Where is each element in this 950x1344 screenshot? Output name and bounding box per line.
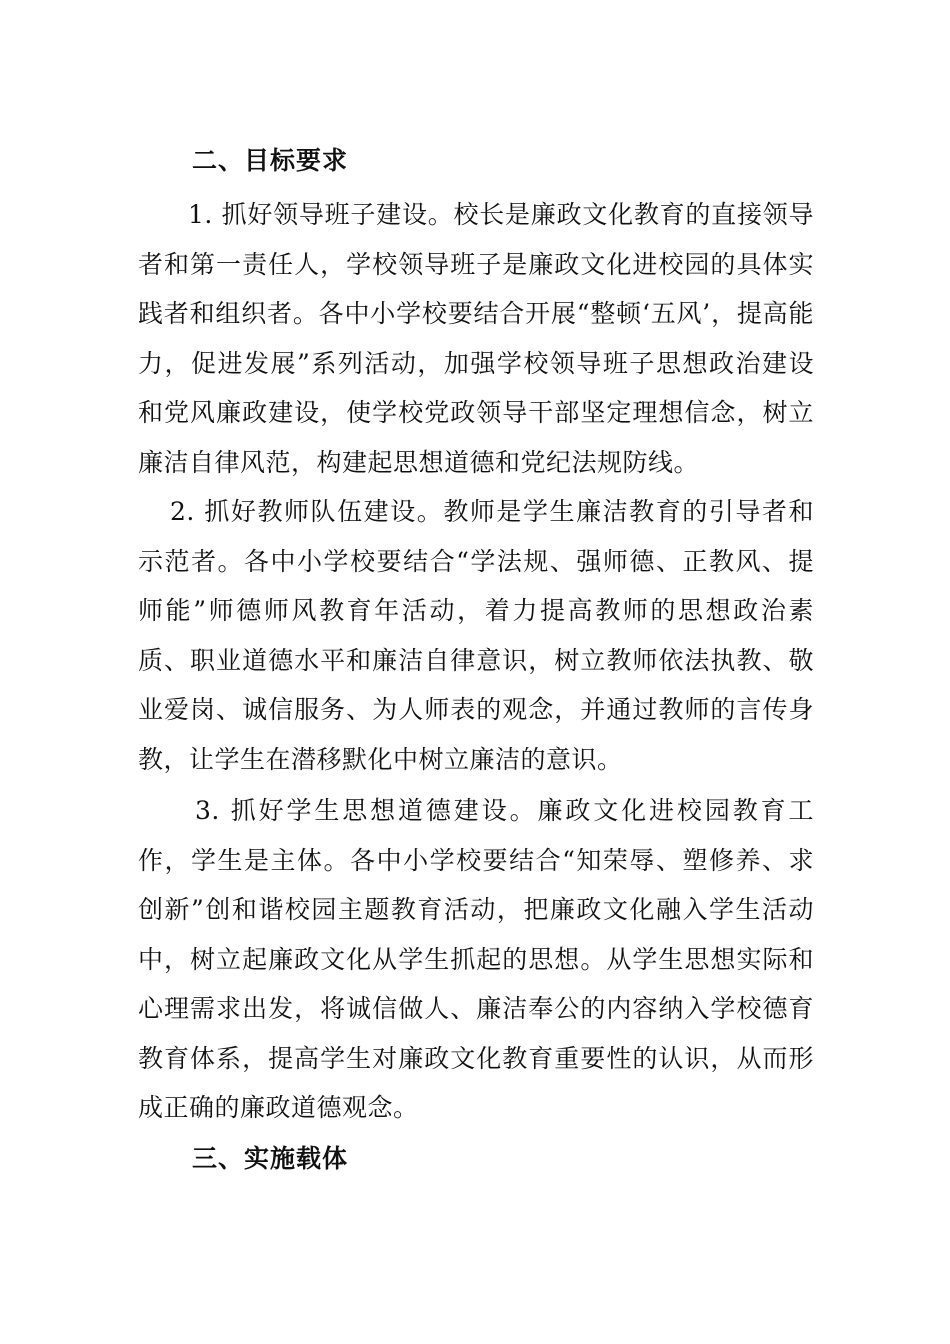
paragraph-students: 3. 抓好学生思想道德建设。廉政文化进校园教育工作，学生是主体。各中小学校要结合“知荣辱、塑修养、求创新”创和谐校园主题教育活动，把廉政文化融入学生活动中，树立起廉政文化从学生抓起的思想。从学生思想实际和心理需求出发，将诚信做人、廉洁奉公的内容纳入学校德育教育体系，提高学生对廉政文化教育重要性的认识，从而形成正确的廉政道德观念。 xyxy=(138,796,814,1122)
section-heading-goals: 二、目标要求 xyxy=(192,146,349,175)
section-heading-carrier: 三、实施载体 xyxy=(192,1144,349,1173)
paragraph-teachers: 2. 抓好教师队伍建设。教师是学生廉洁教育的引导者和示范者。各中小学校要结合“学法规、强师德、正教风、提师能”师德师风教育年活动，着力提高教师的思想政治素质、职业道德水平和廉洁自律意识，树立教师依法执教、敬业爱岗、诚信服务、为人师表的观念，并通过教师的言传身教，让学生在潜移默化中树立廉洁的意识。 xyxy=(138,497,814,774)
paragraph-leadership: 1. 抓好领导班子建设。校长是廉政文化教育的直接领导者和第一责任人，学校领导班子是廉政文化进校园的具体实践者和组织者。各中小学校要结合开展“整顿‘五风’，提高能力，促进发展”系列活动，加强学校领导班子思想政治建设和党风廉政建设，使学校党政领导干部坚定理想信念，树立廉洁自律风范，构建起思想道德和党纪法规防线。 xyxy=(138,200,814,477)
